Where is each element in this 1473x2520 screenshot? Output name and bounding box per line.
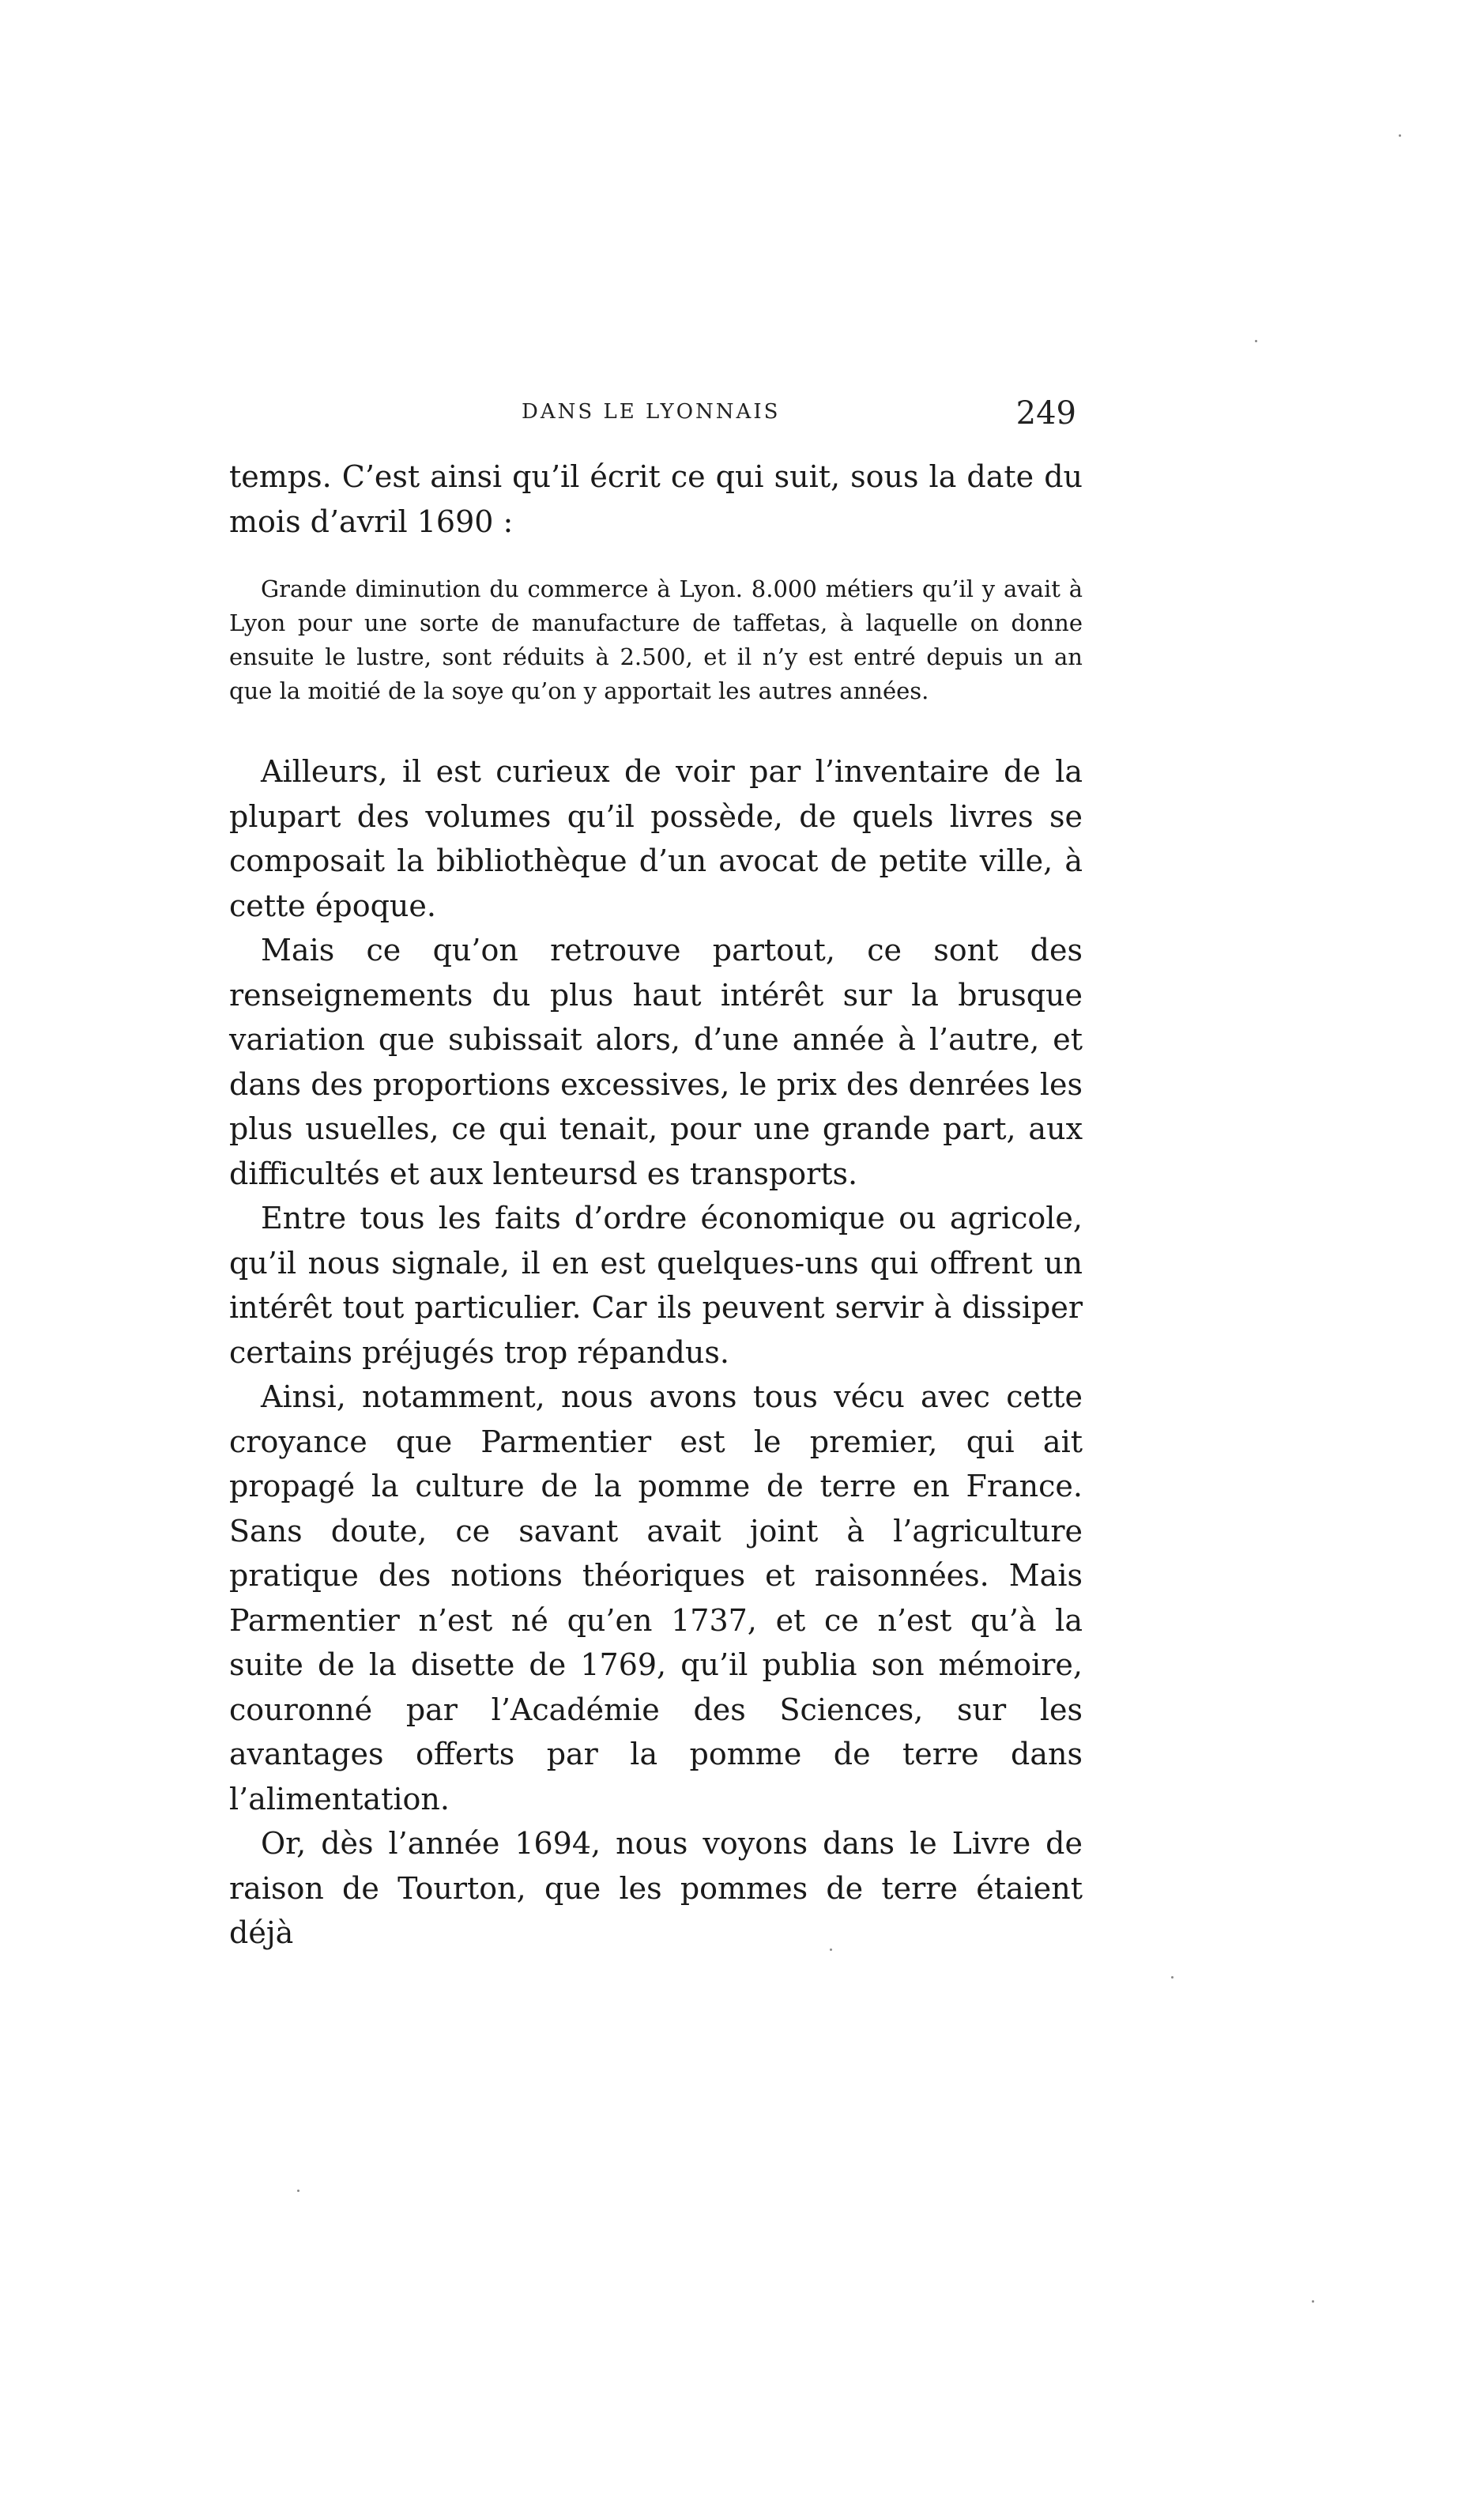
page-header bbox=[229, 395, 1083, 443]
paragraph: Mais ce qu’on retrouve partout, ce sont des renseignements du plus haut intérêt sur la brusque variation que subissait alors, d’une année à l’autre, et dans des proportions excessives, le prix des denrées les plus usuelles, ce qui tenait, pour une grande part, aux difficultés et aux lenteursd es transports. bbox=[229, 933, 1083, 1191]
paragraph: Or, dès l’année 1694, nous voyons dans le Livre de raison de Tourton, que les pommes de terre étaient déjà bbox=[229, 1826, 1083, 1950]
paper-speck bbox=[1312, 2300, 1314, 2303]
paper-speck bbox=[297, 2190, 299, 2192]
intro-paragraph: temps. C’est ainsi qu’il écrit ce qui suit, sous la date du mois d’avril 1690 : bbox=[229, 459, 1083, 539]
paper-speck bbox=[1255, 340, 1257, 342]
page-number: 249 bbox=[1015, 395, 1076, 432]
running-title: DANS LE LYONNAIS bbox=[522, 400, 781, 424]
paper-speck bbox=[1171, 1976, 1174, 1979]
paragraph: Ainsi, notamment, nous avons tous vécu avec cette croyance que Parmentier est le premier, qui ait propagé la culture de la pomme de terre en France. Sans doute, ce savant avait joint à l’agriculture pratique des notions théoriques et raisonnées. Mais Parmentier n’est né qu’en 1737, et ce n’est qu’à la suite de la disette de 1769, qu’il publia son mémoire, couronné par l’Académie des Sciences, sur les avantages offerts par la pomme de terre dans l’alimentation. bbox=[229, 1379, 1083, 1816]
page-body bbox=[229, 455, 1083, 1956]
paragraph: Ailleurs, il est curieux de voir par l’inventaire de la plupart des volumes qu’il possède, de quels livres se composait la bibliothèque d’un avocat de petite ville, à cette époque. bbox=[229, 754, 1083, 923]
paper-speck bbox=[830, 1948, 832, 1951]
block-quote: Grande diminution du commerce à Lyon. 8.000 métiers qu’il y avait à Lyon pour une sorte de manufacture de taffetas, à laquelle on donne ensuite le lustre, sont réduits à 2.500, et il n’y est entré depuis un an que la moitié de la soye qu’on y apportait les autres années. bbox=[229, 575, 1083, 704]
paper-speck bbox=[1399, 134, 1401, 137]
paragraph: Entre tous les faits d’ordre économique ou agricole, qu’il nous signale, il en est quelques-uns qui offrent un intérêt tout particulier. Car ils peuvent servir à dissiper certains préjugés trop répandus. bbox=[229, 1201, 1083, 1370]
